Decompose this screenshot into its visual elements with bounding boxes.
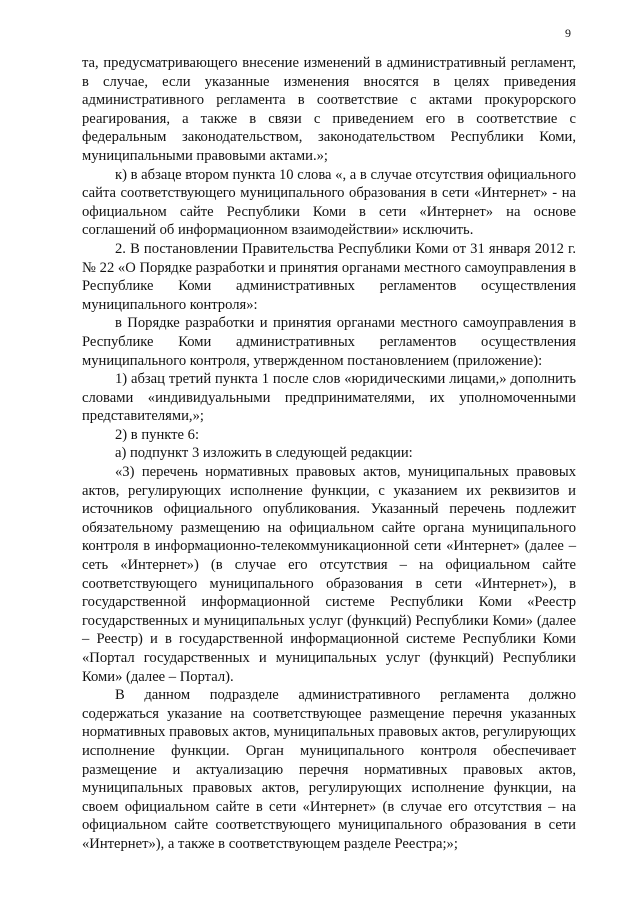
document-body: [82, 54, 576, 854]
paragraph-subitem-a: а) подпункт 3 изложить в следующей редакции:: [115, 445, 413, 462]
page-number: 9: [565, 26, 571, 40]
paragraph-final: В данном подразделе административного регламента должно содержаться указание на соответствующее размещение перечня указанных нормативных правовых актов, муниципальных правовых актов, регулирующих исполнение функции. Орган муниципального контроля обеспечивает размещение и актуализацию перечня нормативных правовых актов, муниципальных правовых актов, регулирующих исполнение функции, на своем официальном сайте в сети «Интернет» (в случае его отсутствия – на официальном сайте соответствующего муниципального образования в сети «Интернет»), а также в соответствующем разделе Реестра;»;: [82, 687, 576, 852]
paragraph-item-k: к) в абзаце втором пункта 10 слова «, а в случае отсутствия официального сайта соответствующего муниципального образования в сети «Интернет» - на официальном сайте Республики Коми в сети «Интернет» на основе соглашений об информационном взаимодействии» исключить.: [82, 166, 576, 239]
paragraph-quoted-item-3: «3) перечень нормативных правовых актов, муниципальных правовых актов, регулирующих исполнение функции, с указанием их реквизитов и источников официального опубликования. Указанный перечень подлежит обязательному размещению на официальном сайте органа муниципального контроля в информационно-телекоммуникационной сети «Интернет» (далее – сеть «Интернет») (в случае его отсутствия – на официальном сайте соответствующего муниципального образования в сети «Интернет»), в государственной информационной системе Республики Коми «Реестр государственных и муниципальных услуг (функций) Республики Коми» (далее – Реестр) и в государственной информационной системе Республики Коми «Портал государственных и муниципальных услуг (функций) Республики Коми» (далее – Портал).: [82, 464, 576, 685]
paragraph-subitem-2: 2) в пункте 6:: [115, 426, 200, 443]
paragraph-continuation: та, предусматривающего внесение изменений в административный регламент, в случае, если указанные изменения вносятся в целях приведения административного регламента в соответствие с актами прокурорского реагирования, а также в связи с приведением его в соответствие с федеральным законодательством, законодательством Республики Коми, муниципальными правовыми актами.»;: [82, 55, 576, 164]
paragraph-item-2: 2. В постановлении Правительства Республики Коми от 31 января 2012 г. № 22 «О Порядке разработки и принятия органами местного самоуправления в Республике Коми административных регламентов осуществления муниципального контроля»:: [82, 240, 576, 313]
paragraph-procedure: в Порядке разработки и принятия органами местного самоуправления в Республике Коми административных регламентов осуществления муниципального контроля, утвержденном постановлением (приложение):: [82, 315, 576, 369]
paragraph-subitem-1: 1) абзац третий пункта 1 после слов «юридическими лицами,» дополнить словами «индивидуальными предпринимателями, их уполномоченными представителями,»;: [82, 371, 576, 425]
